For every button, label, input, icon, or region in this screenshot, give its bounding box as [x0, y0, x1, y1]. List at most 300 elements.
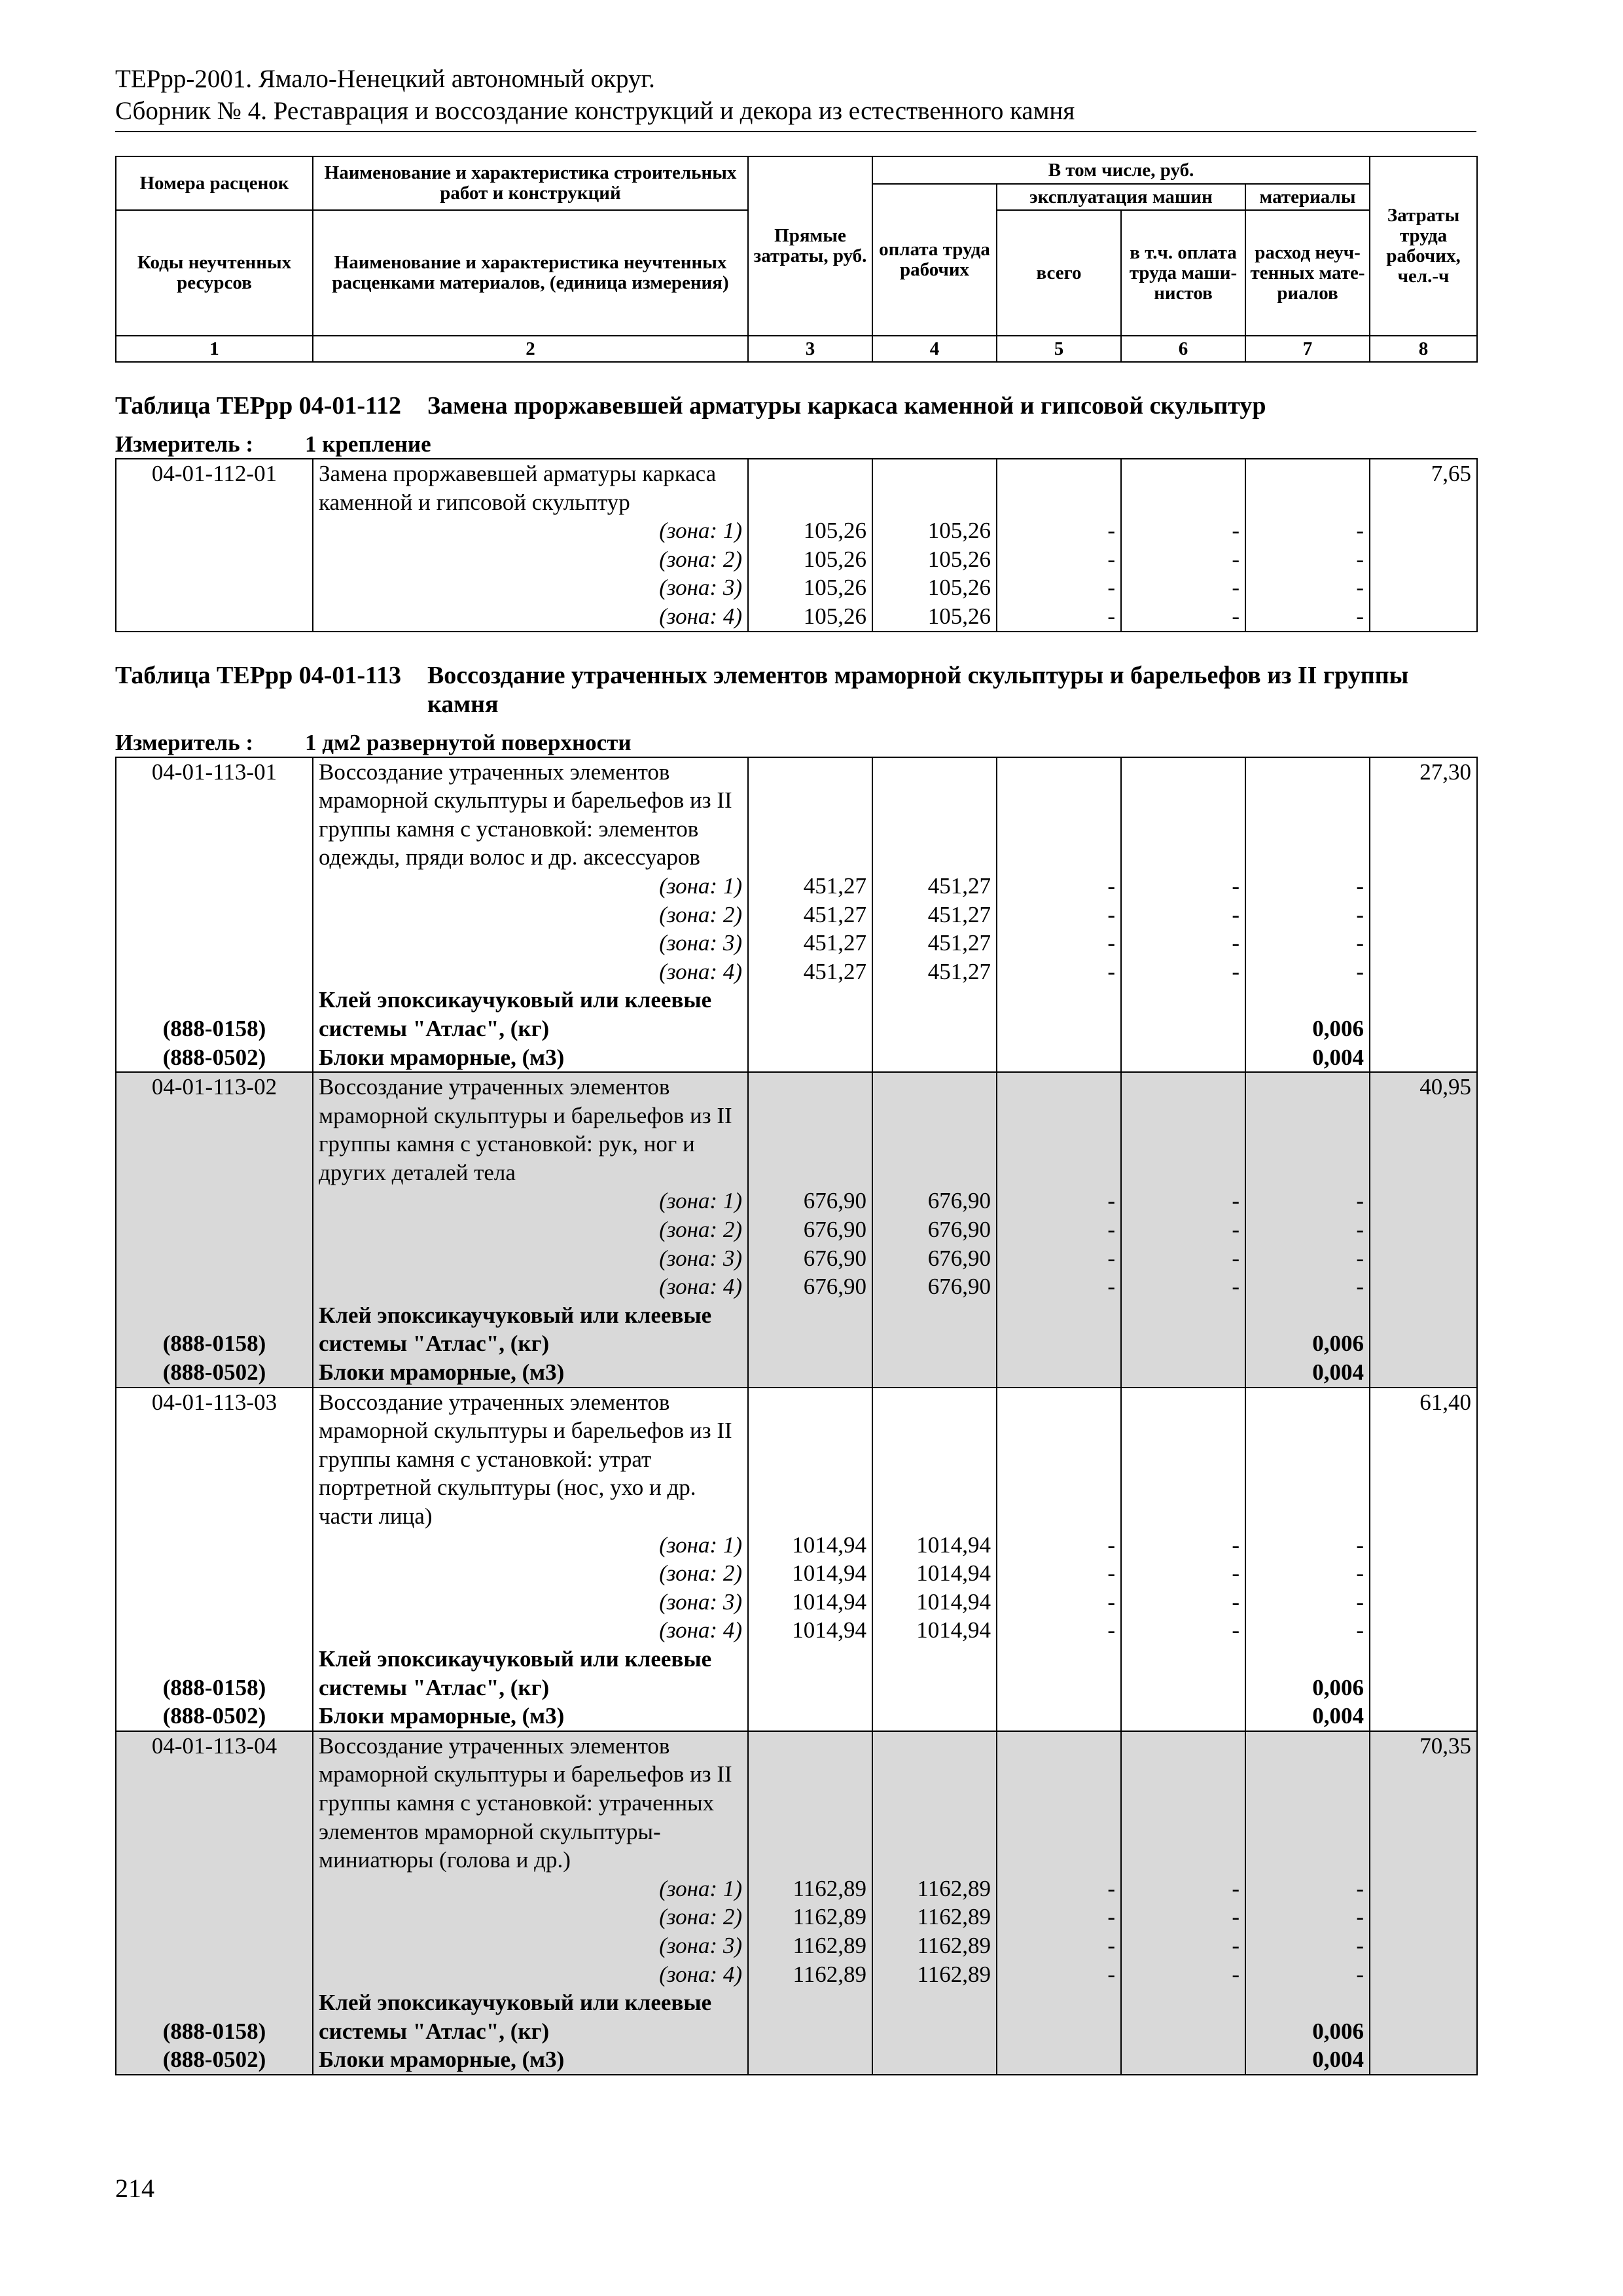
zone-row — [116, 1931, 1477, 1960]
empty-cell — [1370, 1244, 1477, 1273]
zone-label: (зона: 1) — [313, 872, 748, 901]
section-code: Таблица ТЕРрр 04-01-113 — [115, 661, 401, 689]
machines-total: - — [997, 1244, 1121, 1273]
material-code: (888-0158) — [116, 986, 313, 1043]
machinist-pay: - — [1121, 602, 1245, 632]
material-name: Клей эпоксикаучуковый или клеевые системы "Атлас", (кг) — [313, 1988, 748, 2045]
col-machinist-pay: в т.ч. оплата труда маши-нистов — [1121, 210, 1245, 336]
empty-cell — [872, 1072, 997, 1187]
section-title — [115, 661, 1476, 719]
direct-cost: 1162,89 — [748, 1903, 872, 1931]
empty-cell — [116, 1931, 313, 1960]
direct-cost: 1014,94 — [748, 1531, 872, 1560]
material-consumption: - — [1245, 602, 1370, 632]
machines-total: - — [997, 1960, 1121, 1989]
worker-pay: 451,27 — [872, 872, 997, 901]
table-row — [116, 459, 1477, 516]
col-number: 5 — [997, 336, 1121, 362]
empty-cell — [748, 1072, 872, 1187]
empty-cell — [116, 1187, 313, 1215]
zone-row — [116, 1559, 1477, 1588]
col-work-name: Наименование и характеристика строительных работ и конструкций — [313, 156, 748, 210]
machinist-pay: - — [1121, 1187, 1245, 1215]
material-consumption: - — [1245, 1559, 1370, 1588]
zone-label: (зона: 4) — [313, 1272, 748, 1301]
empty-cell — [872, 1043, 997, 1073]
material-row — [116, 986, 1477, 1043]
material-name: Клей эпоксикаучуковый или клеевые системы "Атлас", (кг) — [313, 1301, 748, 1358]
col-number: 3 — [748, 336, 872, 362]
empty-cell — [116, 1272, 313, 1301]
worker-pay: 1014,94 — [872, 1588, 997, 1617]
col-codes: Коды неучтенных ресурсов — [116, 210, 313, 336]
direct-cost: 105,26 — [748, 516, 872, 545]
empty-cell — [997, 1043, 1121, 1073]
rate-table — [115, 458, 1478, 632]
machines-total: - — [997, 516, 1121, 545]
empty-cell — [116, 1588, 313, 1617]
col-material-name: Наименование и характеристика неучтенных расценками материалов, (единица измерения) — [313, 210, 748, 336]
empty-cell — [1370, 2045, 1477, 2075]
material-consumption: - — [1245, 1531, 1370, 1560]
empty-cell — [1121, 1301, 1245, 1358]
machines-total: - — [997, 1616, 1121, 1645]
empty-cell — [1245, 1731, 1370, 1874]
col-worker-pay: оплата труда рабочих — [872, 184, 997, 336]
worker-pay: 1162,89 — [872, 1874, 997, 1903]
material-code: (888-0502) — [116, 1702, 313, 1731]
empty-cell — [997, 1702, 1121, 1731]
worker-pay: 105,26 — [872, 602, 997, 632]
machinist-pay: - — [1121, 1559, 1245, 1588]
labor-cost: 7,65 — [1370, 459, 1477, 516]
machines-total: - — [997, 958, 1121, 986]
col-including: В том числе, руб. — [872, 156, 1370, 184]
empty-cell — [116, 1531, 313, 1560]
direct-cost: 1014,94 — [748, 1559, 872, 1588]
zone-label: (зона: 3) — [313, 573, 748, 602]
material-code: (888-0502) — [116, 2045, 313, 2075]
empty-cell — [116, 573, 313, 602]
material-consumption: - — [1245, 901, 1370, 929]
header-line-1: ТЕРрр-2001. Ямало-Ненецкий автономный округ. — [115, 65, 655, 93]
empty-cell — [1121, 1988, 1245, 2045]
empty-cell — [116, 545, 313, 574]
zone-label: (зона: 4) — [313, 602, 748, 632]
machinist-pay: - — [1121, 1244, 1245, 1273]
material-row — [116, 1702, 1477, 1731]
empty-cell — [1370, 1215, 1477, 1244]
empty-cell — [1121, 1702, 1245, 1731]
direct-cost: 451,27 — [748, 929, 872, 958]
material-consumption: - — [1245, 1931, 1370, 1960]
material-name: Клей эпоксикаучуковый или клеевые системы "Атлас", (кг) — [313, 986, 748, 1043]
zone-label: (зона: 3) — [313, 1931, 748, 1960]
empty-cell — [997, 1645, 1121, 1702]
empty-cell — [872, 459, 997, 516]
zone-label: (зона: 2) — [313, 1903, 748, 1931]
empty-cell — [748, 1988, 872, 2045]
worker-pay: 1014,94 — [872, 1531, 997, 1560]
material-code: (888-0158) — [116, 1301, 313, 1358]
material-code: (888-0502) — [116, 1043, 313, 1073]
material-name: Блоки мраморные, (м3) — [313, 1358, 748, 1388]
zone-label: (зона: 2) — [313, 1215, 748, 1244]
machinist-pay: - — [1121, 1272, 1245, 1301]
zone-label: (зона: 3) — [313, 929, 748, 958]
machines-total: - — [997, 872, 1121, 901]
measure-value: 1 крепление — [305, 431, 431, 457]
col-number: 4 — [872, 336, 997, 362]
empty-cell — [116, 516, 313, 545]
empty-cell — [1370, 573, 1477, 602]
empty-cell — [997, 2045, 1121, 2075]
material-consumption: - — [1245, 1588, 1370, 1617]
machinist-pay: - — [1121, 1874, 1245, 1903]
empty-cell — [872, 986, 997, 1043]
machinist-pay: - — [1121, 1931, 1245, 1960]
worker-pay: 105,26 — [872, 573, 997, 602]
machinist-pay: - — [1121, 958, 1245, 986]
empty-cell — [997, 1072, 1121, 1187]
empty-cell — [116, 1244, 313, 1273]
col-materials: материалы — [1245, 184, 1370, 210]
header-line-2: Сборник № 4. Реставрация и воссоздание конструкций и декора из естественного камня — [115, 97, 1075, 125]
table-row — [116, 757, 1477, 872]
empty-cell — [1121, 2045, 1245, 2075]
material-consumption: - — [1245, 516, 1370, 545]
zone-row — [116, 602, 1477, 632]
material-qty: 0,006 — [1245, 986, 1370, 1043]
material-consumption: - — [1245, 1215, 1370, 1244]
zone-label: (зона: 2) — [313, 545, 748, 574]
worker-pay: 1014,94 — [872, 1559, 997, 1588]
empty-cell — [1370, 1272, 1477, 1301]
col-direct-costs: Прямые затраты, руб. — [748, 156, 872, 336]
direct-cost: 451,27 — [748, 958, 872, 986]
direct-cost: 676,90 — [748, 1272, 872, 1301]
section-code: Таблица ТЕРрр 04-01-112 — [115, 392, 401, 420]
empty-cell — [116, 872, 313, 901]
empty-cell — [748, 459, 872, 516]
empty-cell — [1370, 516, 1477, 545]
empty-cell — [748, 1388, 872, 1531]
material-code: (888-0502) — [116, 1358, 313, 1388]
zone-label: (зона: 1) — [313, 516, 748, 545]
empty-cell — [997, 986, 1121, 1043]
material-consumption: - — [1245, 1187, 1370, 1215]
zone-label: (зона: 2) — [313, 1559, 748, 1588]
empty-cell — [872, 1388, 997, 1531]
col-rate-numbers: Номера расценок — [116, 156, 313, 210]
machinist-pay: - — [1121, 516, 1245, 545]
empty-cell — [1121, 757, 1245, 872]
labor-cost: 40,95 — [1370, 1072, 1477, 1187]
empty-cell — [1121, 459, 1245, 516]
material-qty: 0,006 — [1245, 1988, 1370, 2045]
zone-label: (зона: 3) — [313, 1244, 748, 1273]
direct-cost: 105,26 — [748, 602, 872, 632]
zone-row — [116, 872, 1477, 901]
direct-cost: 1014,94 — [748, 1588, 872, 1617]
worker-pay: 676,90 — [872, 1215, 997, 1244]
zone-label: (зона: 4) — [313, 1960, 748, 1989]
col-number: 8 — [1370, 336, 1477, 362]
empty-cell — [872, 2045, 997, 2075]
rate-code: 04-01-113-04 — [116, 1731, 313, 1874]
direct-cost: 1162,89 — [748, 1874, 872, 1903]
empty-cell — [1370, 929, 1477, 958]
empty-cell — [1245, 757, 1370, 872]
worker-pay: 676,90 — [872, 1244, 997, 1273]
empty-cell — [872, 1988, 997, 2045]
machines-total: - — [997, 901, 1121, 929]
page-number: 214 — [115, 2174, 154, 2203]
empty-cell — [1370, 1616, 1477, 1645]
machines-total: - — [997, 1215, 1121, 1244]
zone-row — [116, 901, 1477, 929]
machines-total: - — [997, 1531, 1121, 1560]
empty-cell — [1121, 1043, 1245, 1073]
section-title — [115, 391, 1476, 420]
empty-cell — [1370, 1645, 1477, 1702]
empty-cell — [116, 1616, 313, 1645]
empty-cell — [872, 1702, 997, 1731]
empty-cell — [997, 459, 1121, 516]
machinist-pay: - — [1121, 1960, 1245, 1989]
material-name: Клей эпоксикаучуковый или клеевые системы "Атлас", (кг) — [313, 1645, 748, 1702]
empty-cell — [748, 757, 872, 872]
material-consumption: - — [1245, 1272, 1370, 1301]
empty-cell — [1245, 1072, 1370, 1187]
empty-cell — [748, 2045, 872, 2075]
empty-cell — [116, 929, 313, 958]
machinist-pay: - — [1121, 573, 1245, 602]
material-consumption: - — [1245, 958, 1370, 986]
zone-row — [116, 929, 1477, 958]
empty-cell — [997, 1388, 1121, 1531]
empty-cell — [1370, 1874, 1477, 1903]
empty-cell — [1370, 986, 1477, 1043]
measure-line — [115, 431, 1476, 458]
direct-cost: 451,27 — [748, 901, 872, 929]
rate-code: 04-01-112-01 — [116, 459, 313, 516]
empty-cell — [872, 1731, 997, 1874]
material-row — [116, 1645, 1477, 1702]
rate-name: Воссоздание утраченных элементов мраморной скульптуры и барельефов из II группы камня с установкой: элементов одежды, пряди волос и др. аксессуаров — [313, 757, 748, 872]
material-name: Блоки мраморные, (м3) — [313, 2045, 748, 2075]
worker-pay: 105,26 — [872, 545, 997, 574]
zone-label: (зона: 2) — [313, 901, 748, 929]
col-material-consumption: расход неуч-тенных мате-риалов — [1245, 210, 1370, 336]
col-number: 2 — [313, 336, 748, 362]
machines-total: - — [997, 1187, 1121, 1215]
worker-pay: 451,27 — [872, 958, 997, 986]
empty-cell — [116, 1559, 313, 1588]
empty-cell — [997, 1358, 1121, 1388]
machines-total: - — [997, 929, 1121, 958]
direct-cost: 1162,89 — [748, 1931, 872, 1960]
material-row — [116, 1358, 1477, 1388]
rate-table — [115, 757, 1478, 2075]
machines-total: - — [997, 573, 1121, 602]
machines-total: - — [997, 1272, 1121, 1301]
empty-cell — [1121, 1358, 1245, 1388]
worker-pay: 451,27 — [872, 929, 997, 958]
empty-cell — [872, 1301, 997, 1358]
labor-cost: 27,30 — [1370, 757, 1477, 872]
zone-row — [116, 516, 1477, 545]
zone-row — [116, 1187, 1477, 1215]
machines-total: - — [997, 545, 1121, 574]
direct-cost: 676,90 — [748, 1187, 872, 1215]
material-code: (888-0158) — [116, 1988, 313, 2045]
machinist-pay: - — [1121, 1531, 1245, 1560]
direct-cost: 1014,94 — [748, 1616, 872, 1645]
material-qty: 0,006 — [1245, 1645, 1370, 1702]
machinist-pay: - — [1121, 1903, 1245, 1931]
direct-cost: 105,26 — [748, 545, 872, 574]
empty-cell — [1370, 545, 1477, 574]
section-name: Замена проржавевшей арматуры каркаса каменной и гипсовой скульптур — [427, 392, 1266, 420]
machinist-pay: - — [1121, 1215, 1245, 1244]
direct-cost: 676,90 — [748, 1244, 872, 1273]
empty-cell — [1370, 1043, 1477, 1073]
empty-cell — [997, 757, 1121, 872]
empty-cell — [1370, 1301, 1477, 1358]
material-code: (888-0158) — [116, 1645, 313, 1702]
empty-cell — [872, 1358, 997, 1388]
worker-pay: 105,26 — [872, 516, 997, 545]
material-row — [116, 1301, 1477, 1358]
machines-total: - — [997, 602, 1121, 632]
zone-row — [116, 1215, 1477, 1244]
zone-row — [116, 1531, 1477, 1560]
zone-label: (зона: 4) — [313, 958, 748, 986]
material-row — [116, 1988, 1477, 2045]
empty-cell — [872, 757, 997, 872]
empty-cell — [1370, 1903, 1477, 1931]
measure-value: 1 дм2 развернутой поверхности — [305, 729, 632, 755]
material-row — [116, 1043, 1477, 1073]
empty-cell — [1370, 1559, 1477, 1588]
empty-cell — [748, 1702, 872, 1731]
material-consumption: - — [1245, 573, 1370, 602]
header-rule — [115, 131, 1476, 132]
worker-pay: 676,90 — [872, 1187, 997, 1215]
material-name: Блоки мраморные, (м3) — [313, 1702, 748, 1731]
zone-row — [116, 573, 1477, 602]
empty-cell — [1245, 1388, 1370, 1531]
rate-name: Воссоздание утраченных элементов мраморной скульптуры и барельефов из II группы камня с установкой: утрат портретной скульптуры (нос, ухо и др. части лица) — [313, 1388, 748, 1531]
zone-row — [116, 1960, 1477, 1989]
empty-cell — [748, 1301, 872, 1358]
rate-name: Воссоздание утраченных элементов мраморной скульптуры и барельефов из II группы камня с установкой: утраченных элементов мраморной скульптуры-миниатюры (голова и др.) — [313, 1731, 748, 1874]
empty-cell — [748, 1731, 872, 1874]
machines-total: - — [997, 1903, 1121, 1931]
rate-code: 04-01-113-02 — [116, 1072, 313, 1187]
worker-pay: 1014,94 — [872, 1616, 997, 1645]
empty-cell — [116, 1960, 313, 1989]
worker-pay: 451,27 — [872, 901, 997, 929]
empty-cell — [1370, 872, 1477, 901]
empty-cell — [1370, 1931, 1477, 1960]
empty-cell — [116, 1215, 313, 1244]
empty-cell — [116, 958, 313, 986]
material-consumption: - — [1245, 1244, 1370, 1273]
labor-cost: 61,40 — [1370, 1388, 1477, 1531]
section-name: Воссоздание утраченных элементов мраморной скульптуры и барельефов из II группы камня — [427, 661, 1409, 718]
material-consumption: - — [1245, 1903, 1370, 1931]
material-name: Блоки мраморные, (м3) — [313, 1043, 748, 1073]
col-number: 1 — [116, 336, 313, 362]
machinist-pay: - — [1121, 872, 1245, 901]
empty-cell — [116, 1903, 313, 1931]
empty-cell — [997, 1988, 1121, 2045]
material-consumption: - — [1245, 1874, 1370, 1903]
empty-cell — [1370, 1960, 1477, 1989]
col-labor-costs: Затраты труда рабочих, чел.-ч — [1370, 156, 1477, 336]
zone-row — [116, 545, 1477, 574]
zone-row — [116, 1874, 1477, 1903]
zone-row — [116, 1272, 1477, 1301]
empty-cell — [748, 1358, 872, 1388]
empty-cell — [1121, 986, 1245, 1043]
measure-label: Измеритель : — [115, 431, 254, 457]
material-qty: 0,006 — [1245, 1301, 1370, 1358]
zone-row — [116, 1903, 1477, 1931]
material-consumption: - — [1245, 545, 1370, 574]
empty-cell — [1245, 459, 1370, 516]
machinist-pay: - — [1121, 929, 1245, 958]
zone-label: (зона: 4) — [313, 1616, 748, 1645]
col-number: 7 — [1245, 336, 1370, 362]
rate-name: Замена проржавевшей арматуры каркаса каменной и гипсовой скульптур — [313, 459, 748, 516]
table-row — [116, 1731, 1477, 1874]
empty-cell — [1121, 1072, 1245, 1187]
empty-cell — [1121, 1388, 1245, 1531]
zone-label: (зона: 1) — [313, 1531, 748, 1560]
col-total: всего — [997, 210, 1121, 336]
rate-code: 04-01-113-03 — [116, 1388, 313, 1531]
worker-pay: 1162,89 — [872, 1960, 997, 1989]
machines-total: - — [997, 1874, 1121, 1903]
zone-label: (зона: 3) — [313, 1588, 748, 1617]
column-header-table — [115, 156, 1478, 363]
direct-cost: 105,26 — [748, 573, 872, 602]
empty-cell — [1370, 1988, 1477, 2045]
empty-cell — [1370, 1187, 1477, 1215]
empty-cell — [1370, 602, 1477, 632]
empty-cell — [116, 602, 313, 632]
worker-pay: 1162,89 — [872, 1903, 997, 1931]
rate-tables — [115, 391, 1476, 2075]
machines-total: - — [997, 1931, 1121, 1960]
material-qty: 0,004 — [1245, 2045, 1370, 2075]
zone-label: (зона: 1) — [313, 1874, 748, 1903]
empty-cell — [997, 1731, 1121, 1874]
col-machines: эксплуатация машин — [997, 184, 1245, 210]
zone-row — [116, 1588, 1477, 1617]
machinist-pay: - — [1121, 901, 1245, 929]
empty-cell — [748, 986, 872, 1043]
zone-row — [116, 1616, 1477, 1645]
rate-code: 04-01-113-01 — [116, 757, 313, 872]
direct-cost: 1162,89 — [748, 1960, 872, 1989]
col-number: 6 — [1121, 336, 1245, 362]
material-consumption: - — [1245, 1616, 1370, 1645]
machinist-pay: - — [1121, 545, 1245, 574]
